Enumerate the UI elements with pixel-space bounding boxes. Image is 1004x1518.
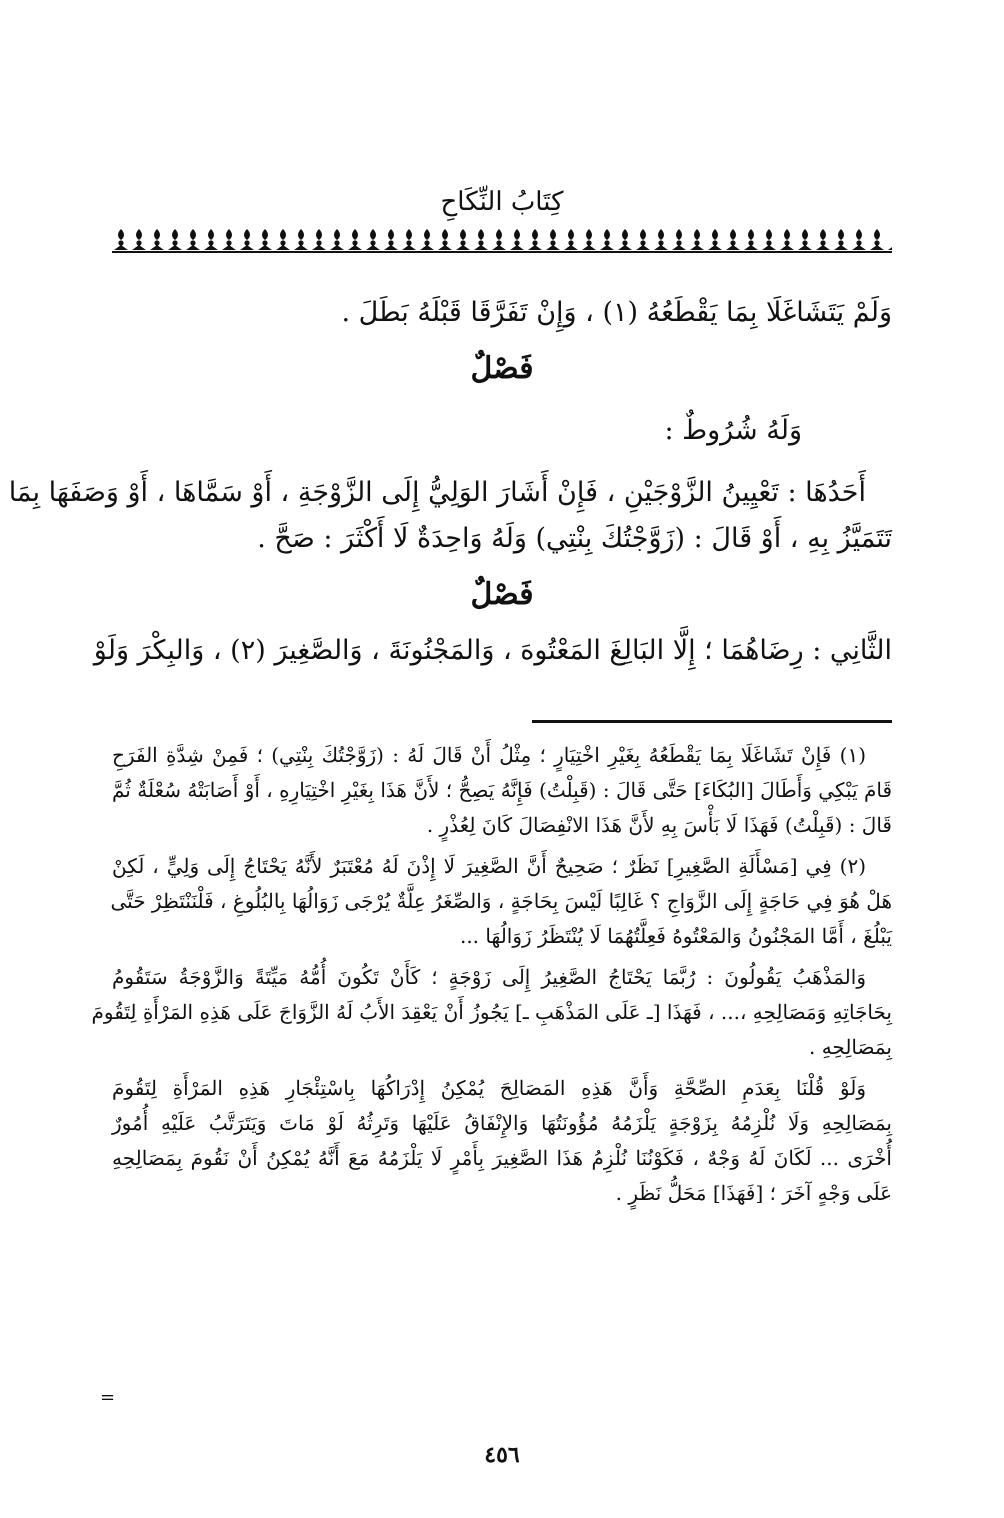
- page-number: ٤٥٦: [484, 1442, 520, 1468]
- second-condition-line: الثَّانِي : رِضَاهُمَا ؛ إِلَّا البَالِغَ المَعْتُوهَ ، وَالمَجْنُونَةَ ، وَالصَّغِيرَ (٢) ، وَالبِكْرَ وَلَوْ: [93, 635, 892, 666]
- footnote-line: يَبْلُغَ ، أَمَّا المَجْنُونُ وَالمَعْتُوهُ فَعِلَّتُهُمَا لَا يُنْتَظَرُ زَوَالُهَا ...: [459, 924, 892, 948]
- footnote-line: وَلَوْ قُلْنَا بِعَدَمِ الصِّحَّةِ وَأَنَّ هَذِهِ المَصَالِحَ يُمْكِنُ إِدْرَاكُهَا بِاسْتِئْجَارِ هَذِهِ المَرْأَةِ لِتَقُومَ: [112, 1076, 866, 1100]
- footnote-line: (١) فَإِنْ تَشَاغَلَا بِمَا يَقْطَعُهُ بِغَيْرِ اخْتِيَارٍ ؛ مِثْلُ أَنْ قَالَ لَهُ : (زَوَّجْتُكَ بِنْتِي) ؛ فَمِنْ شِدَّةِ الفَرَحِ: [112, 743, 866, 767]
- footnote-separator: [532, 720, 892, 723]
- footnote-2-continued: [91, 960, 892, 1065]
- section-heading: فَصْلٌ: [470, 577, 534, 612]
- text-line: تَتَمَيَّزُ بِهِ ، أَوْ قَالَ : (زَوَّجْتُكَ بِنْتِي) وَلَهُ وَاحِدَةٌ لَا أَكْثَرَ : صَحَّ .: [257, 523, 892, 554]
- book-page: [8, 0, 892, 1518]
- footnote-1: [112, 738, 892, 843]
- footnote-line: قَالَ : (قَبِلْتُ) فَهَذَا لَا بَأْسَ بِهِ لأَنَّ هَذَا الانْفِصَالَ كَانَ لِعُذْرٍ .: [426, 813, 892, 837]
- footnotes: [91, 738, 892, 1217]
- footnote-2-continued: [112, 1071, 892, 1211]
- footnote-line: بِمَصَالِحِهِ .: [808, 1035, 892, 1059]
- conditions-intro: وَلَهُ شُرُوطٌ :: [664, 415, 802, 446]
- intro-line: وَلَمْ يَتَشَاغَلَا بِمَا يَقْطَعُهُ (١) ، وَإِنْ تَفَرَّقَا قَبْلَهُ بَطَلَ .: [341, 297, 892, 328]
- ornamental-border: [112, 226, 892, 254]
- text-line: أَحَدُهَا : تَعْيِينُ الزَّوْجَيْنِ ، فَإِنْ أَشَارَ الوَلِيُّ إِلَى الزَّوْجَةِ ، أَوْ سَمَّاهَا ، أَوْ وَصَفَهَا بِمَا: [8, 477, 866, 508]
- footnote-line: (٢) فِي [مَسْأَلَةِ الصَّغِيرِ] نَظَرٌ ؛ صَحِيحٌ أَنَّ الصَّغِيرَ لَا إِذْنَ لَهُ مُعْتَبَرٌ لأَنَّهُ يَحْتَاجُ إِلَى وَلِيٍّ ، لَكِنْ: [112, 854, 866, 878]
- first-condition-paragraph: [8, 470, 892, 562]
- running-header-title: كِتَابُ النِّكَاحِ: [440, 187, 564, 217]
- footnote-line: عَلَى وَجْهٍ آخَرَ ؛ [فَهَذَا] مَحَلُّ نَظَرٍ .: [615, 1181, 892, 1205]
- main-text: [8, 290, 892, 674]
- footnote-2: [112, 849, 892, 954]
- footnote-line: قَامَ يَبْكِي وَأَطَالَ [البُكَاءَ] حَتَّى قَالَ : (قَبِلْتُ) فَإِنَّهُ يَصِحُّ ؛ لأَنَّ هَذَا بِغَيْرِ اخْتِيَارِهِ ، أَوْ أَصَابَتْهُ سُعْلَةٌ ثُمَّ: [112, 778, 892, 802]
- continuation-mark: =: [100, 1387, 116, 1408]
- footnote-line: بِحَاجَاتِهِ وَمَصَالِحِهِ ،... ، فَهَذَا [ـ عَلَى المَذْهَبِ ـ] يَجُوزُ أَنْ يَعْقِدَ الأَبُ لَهُ الزَّوَاجَ عَلَى هَذِهِ المَرْأَةِ لِتَقُومَ: [91, 1000, 892, 1024]
- section-heading: فَصْلٌ: [470, 351, 534, 386]
- footnote-line: بِمَصَالِحِهِ وَلَا نُلْزِمُهُ بِزَوْجَةٍ يَلْزَمُهُ مُؤُونَتُهَا وَالإِنْفَاقُ عَلَيْهَا وَتَرِثُهُ لَوْ مَاتَ وَيَتَرَتَّبُ عَلَيْهِ أُمُورٌ: [112, 1111, 892, 1135]
- footnote-line: هَلْ هُوَ فِي حَاجَةٍ إِلَى الزَّوَاجِ ؟ غَالِبًا لَيْسَ بِحَاجَةٍ ، وَالصِّغَرُ عِلَّةٌ يُرْجَى زَوَالُهَا بِالبُلُوغِ ، فَلْنَنْتَظِرْ حَتَّى: [110, 889, 892, 913]
- footnote-line: أُخْرَى ... لَكَانَ لَهُ وَجْهٌ ، فَكَوْنُنَا نُلْزِمُ هَذَا الصَّغِيرَ بِأَمْرٍ لَا يَلْزَمُهُ مَعَ أَنَّهُ يُمْكِنُ أَنْ نَقُومَ بِمَصَالِحِهِ: [112, 1146, 892, 1170]
- footnote-line: وَالمَذْهَبُ يَقُولُونَ : رُبَّمَا يَحْتَاجُ الصَّغِيرُ إِلَى زَوْجَةٍ ؛ كَأَنْ تَكُونَ أُمُّهُ مَيِّتَةً وَالزَّوْجَةُ سَتَقُومُ: [112, 965, 866, 989]
